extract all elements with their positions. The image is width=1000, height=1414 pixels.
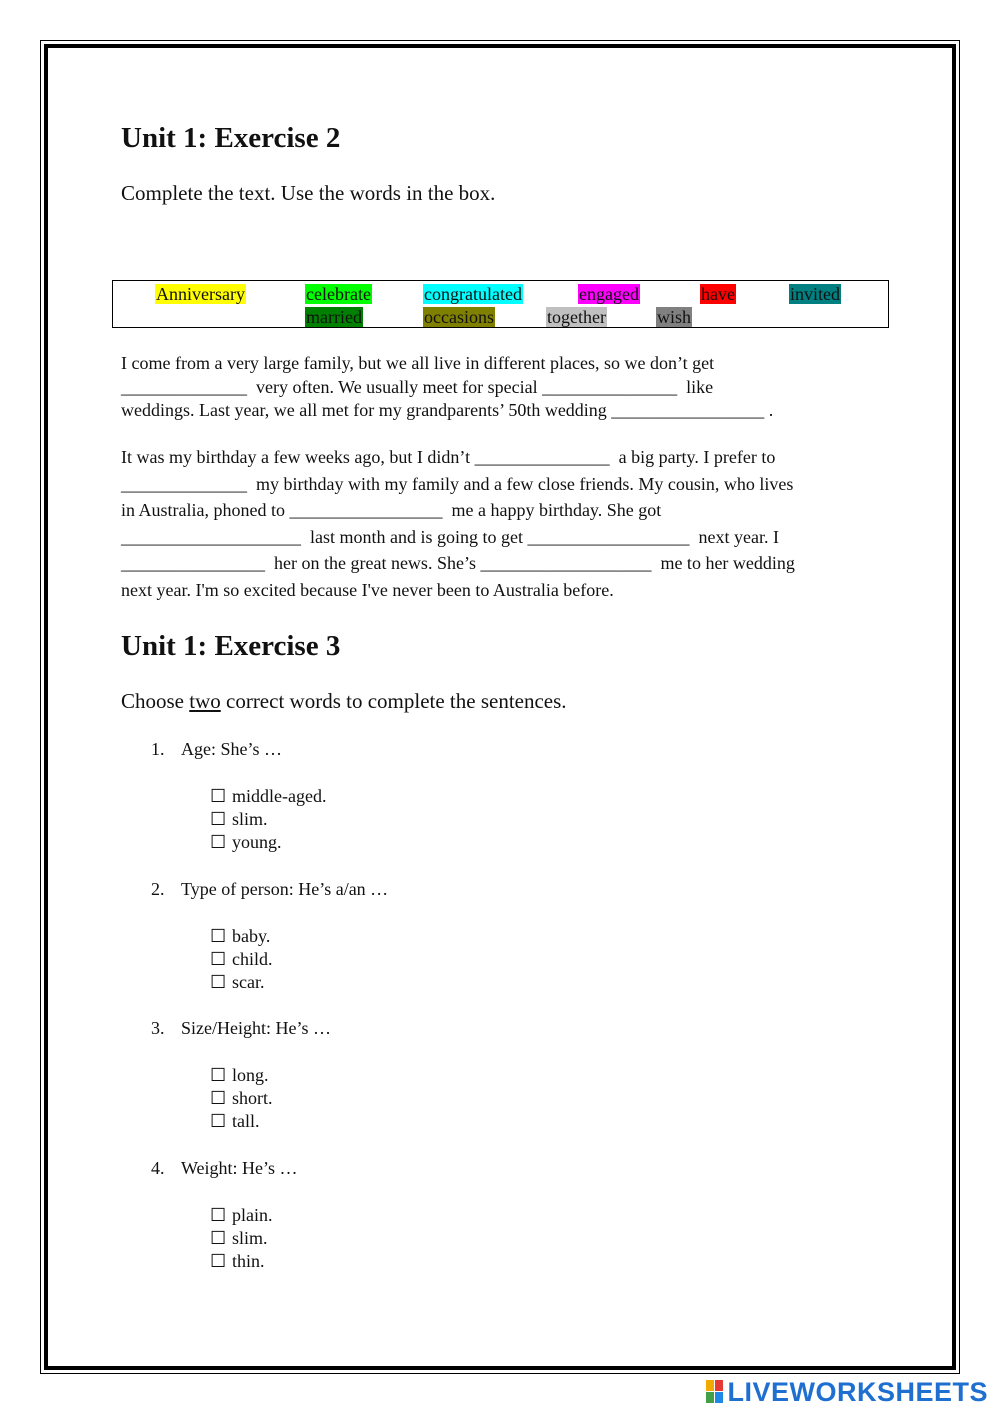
question-3 [151, 1018, 331, 1039]
option-label: middle-aged. [232, 786, 327, 806]
option-label: child. [232, 949, 273, 969]
checkbox-icon[interactable]: ☐ [210, 972, 227, 992]
checkbox-icon[interactable]: ☐ [210, 832, 227, 852]
word-chip[interactable]: wish [657, 307, 692, 327]
option-item[interactable] [210, 1251, 265, 1272]
paragraph-line: ________________ her on the great news. She’s ___________________ me to her wedding [121, 553, 795, 574]
word-chip[interactable]: engaged [579, 284, 639, 304]
option-item[interactable] [210, 1205, 273, 1226]
checkbox-icon[interactable]: ☐ [210, 1251, 227, 1271]
option-label: slim. [232, 809, 268, 829]
paragraph-line: ____________________ last month and is going to get __________________ next year. I [121, 526, 779, 547]
option-label: plain. [232, 1205, 273, 1225]
exercise2-paragraph-2 [121, 444, 881, 604]
option-item[interactable] [210, 1065, 269, 1086]
option-item[interactable] [210, 786, 326, 807]
option-label: slim. [232, 1228, 268, 1248]
option-item[interactable] [210, 809, 268, 830]
checkbox-icon[interactable]: ☐ [210, 949, 227, 969]
paragraph-line: ______________ my birthday with my family and a few close friends. My cousin, who lives [121, 473, 794, 494]
checkbox-icon[interactable]: ☐ [210, 1205, 227, 1225]
word-chip[interactable]: together [547, 307, 606, 327]
word-box [112, 280, 889, 328]
checkbox-icon[interactable]: ☐ [210, 1088, 227, 1108]
brand-text: LIVEWORKSHEETS [727, 1376, 988, 1407]
word-chip[interactable]: Anniversary [156, 284, 245, 304]
exercise3-title: Unit 1: Exercise 3 [121, 630, 341, 662]
option-item[interactable] [210, 1228, 268, 1249]
word-chip[interactable]: have [701, 284, 735, 304]
question-1 [151, 739, 282, 760]
question-prompt: Age: She’s … [181, 739, 282, 759]
question-number: 2. [151, 879, 165, 899]
checkbox-icon[interactable]: ☐ [210, 786, 227, 806]
checkbox-icon[interactable]: ☐ [210, 809, 227, 829]
word-chip[interactable]: congratulated [424, 284, 522, 304]
exercise2-title: Unit 1: Exercise 2 [121, 122, 341, 154]
option-label: young. [232, 832, 282, 852]
question-number: 4. [151, 1158, 165, 1178]
instruction-underlined: two [189, 689, 221, 713]
paragraph-line: I come from a very large family, but we all live in different places, so we don’t get [121, 353, 715, 373]
question-2 [151, 879, 388, 900]
question-prompt: Weight: He’s … [181, 1158, 298, 1178]
word-chip[interactable]: celebrate [306, 284, 371, 304]
question-number: 1. [151, 739, 165, 759]
instruction-post: correct words to complete the sentences. [220, 689, 567, 713]
checkbox-icon[interactable]: ☐ [210, 1228, 227, 1248]
question-4 [151, 1158, 298, 1179]
option-label: short. [232, 1088, 273, 1108]
paragraph-line: next year. I'm so excited because I've never been to Australia before. [121, 579, 614, 600]
option-label: thin. [232, 1251, 265, 1271]
paragraph-line: It was my birthday a few weeks ago, but I didn’t _______________ a big party. I prefer to [121, 447, 776, 467]
option-label: tall. [232, 1111, 260, 1131]
option-item[interactable] [210, 1111, 260, 1132]
option-item[interactable] [210, 926, 270, 947]
checkbox-icon[interactable]: ☐ [210, 1065, 227, 1085]
exercise2-instruction: Complete the text. Use the words in the box. [121, 181, 496, 205]
option-label: scar. [232, 972, 265, 992]
paragraph-line: weddings. Last year, we all met for my grandparents’ 50th wedding _________________ . [121, 400, 774, 420]
option-label: long. [232, 1065, 269, 1085]
question-number: 3. [151, 1018, 165, 1038]
word-chip[interactable]: occasions [424, 307, 494, 327]
checkbox-icon[interactable]: ☐ [210, 1111, 227, 1131]
instruction-pre: Choose [121, 689, 190, 713]
paragraph-line: ______________ very often. We usually meet for special _______________ like [121, 376, 714, 397]
option-item[interactable] [210, 832, 282, 853]
option-label: baby. [232, 926, 271, 946]
question-prompt: Size/Height: He’s … [181, 1018, 331, 1038]
checkbox-icon[interactable]: ☐ [210, 926, 227, 946]
word-chip[interactable]: married [306, 307, 362, 327]
exercise3-instruction [121, 689, 567, 714]
word-chip[interactable]: invited [790, 284, 840, 304]
liveworksheets-logo[interactable] [706, 1375, 988, 1409]
option-item[interactable] [210, 949, 273, 970]
exercise2-paragraph-1 [121, 352, 881, 423]
option-item[interactable] [210, 972, 264, 993]
paragraph-line: in Australia, phoned to _________________ me a happy birthday. She got [121, 500, 662, 521]
liveworksheets-icon [706, 1380, 724, 1404]
option-item[interactable] [210, 1088, 273, 1109]
question-prompt: Type of person: He’s a/an … [181, 879, 389, 899]
